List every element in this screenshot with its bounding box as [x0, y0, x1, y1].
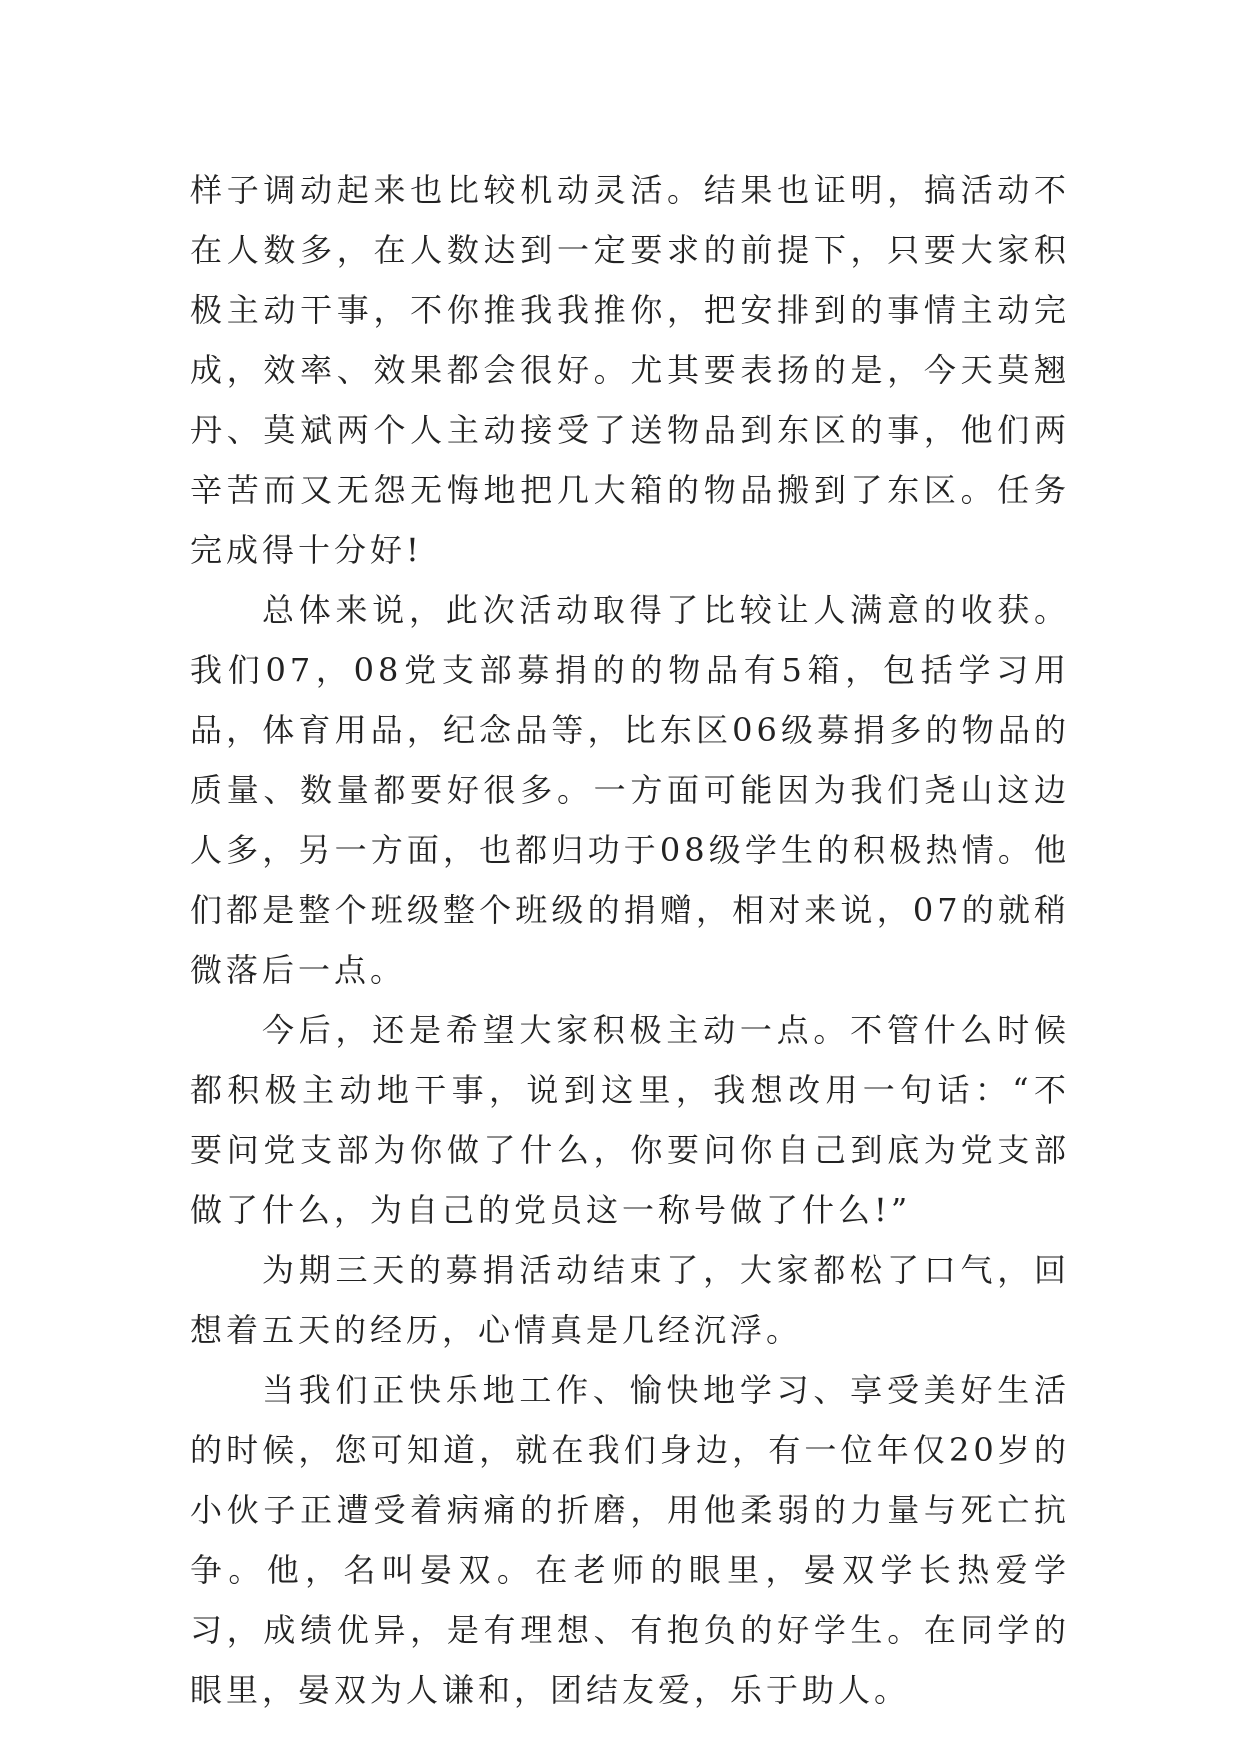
paragraph-1: 样子调动起来也比较机动灵活。结果也证明，搞活动不在人数多，在人数达到一定要求的前提下，只要大家积极主动干事，不你推我我推你，把安排到的事情主动完成，效率、效果都会很好。尤其要表扬的是，今天莫翘丹、莫斌两个人主动接受了送物品到东区的事，他们两辛苦而又无怨无悔地把几大箱的物品搬到了东区。任务完成得十分好!: [190, 171, 1070, 569]
paragraph-4: 为期三天的募捐活动结束了，大家都松了口气，回想着五天的经历，心情真是几经沉浮。: [190, 1251, 1070, 1349]
paragraph-3: 今后，还是希望大家积极主动一点。不管什么时候都积极主动地干事，说到这里，我想改用一句话：“不要问党支部为你做了什么，你要问你自己到底为党支部做了什么，为自己的党员这一称号做了什么!”: [190, 1011, 1070, 1229]
paragraph-2: 总体来说，此次活动取得了比较让人满意的收获。我们07，08党支部募捐的的物品有5箱，包括学习用品，体育用品，纪念品等，比东区06级募捐多的物品的质量、数量都要好很多。一方面可能因为我们尧山这边人多，另一方面，也都归功于08级学生的积极热情。他们都是整个班级整个班级的捐赠，相对来说，07的就稍微落后一点。: [190, 591, 1070, 989]
paragraph-5: 当我们正快乐地工作、愉快地学习、享受美好生活的时候，您可知道，就在我们身边，有一位年仅20岁的小伙子正遭受着病痛的折磨，用他柔弱的力量与死亡抗争。他，名叫晏双。在老师的眼里，晏双学长热爱学习，成绩优异，是有理想、有抱负的好学生。在同学的眼里，晏双为人谦和，团结友爱，乐于助人。: [190, 1371, 1070, 1709]
document-body: [190, 160, 1070, 1720]
